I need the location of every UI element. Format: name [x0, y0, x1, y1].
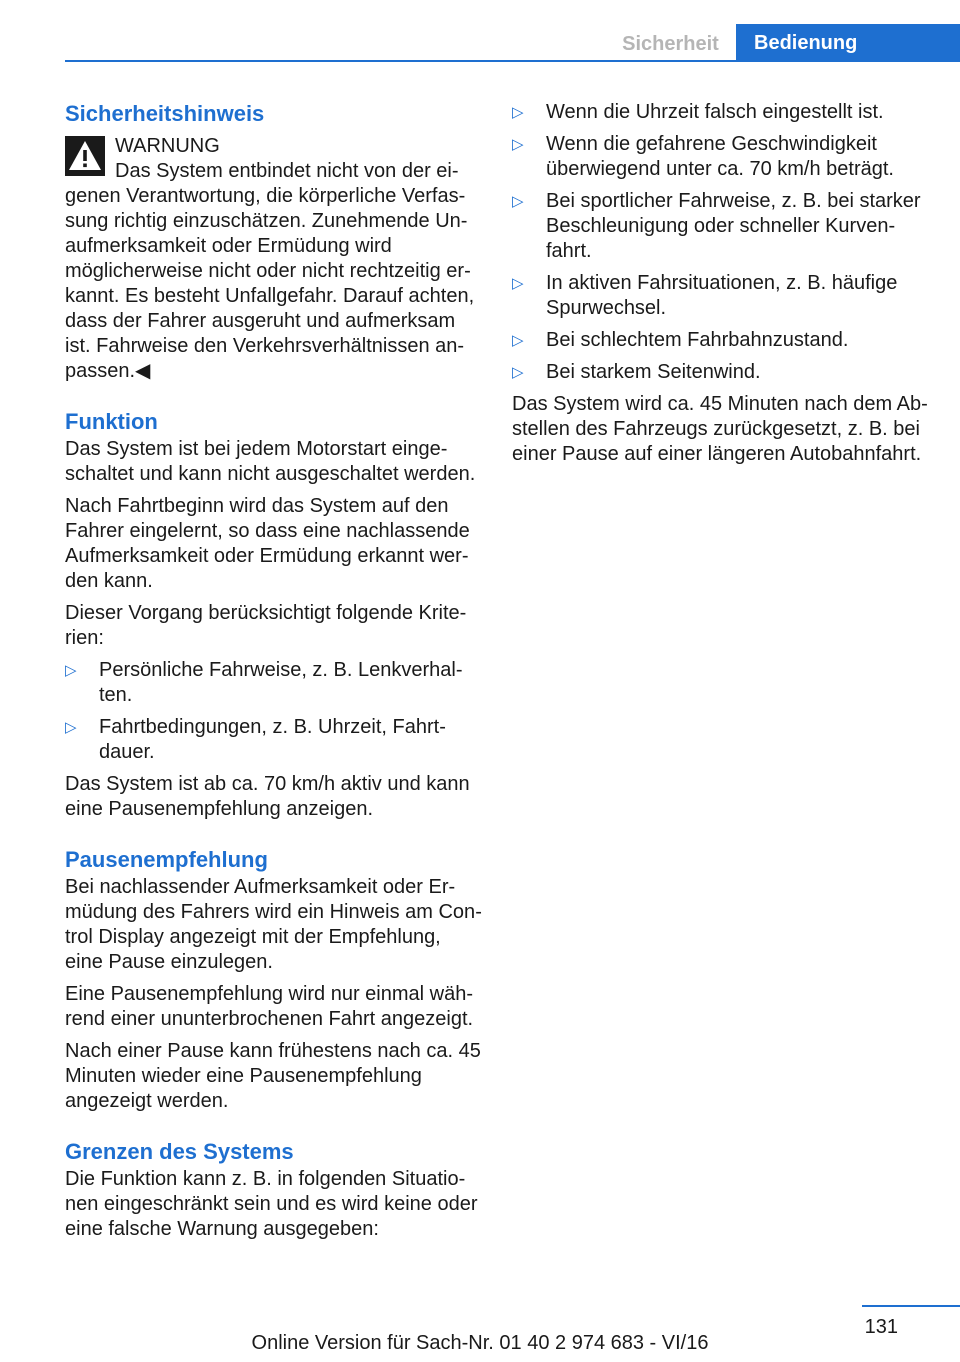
warning-label: WARNUNG: [115, 135, 220, 157]
list-item: ▷ Persönliche Fahrweise, z. B. Lenkverhalten.: [65, 659, 463, 706]
criteria-list: [65, 658, 483, 765]
footer-rule: [862, 1305, 960, 1307]
break-paragraph-1: Bei nachlassender Aufmerksamkeit oder Ermüdung des Fahrers wird ein Hinweis am Control Display angezeigt mit der Empfehlung, eine Pause einzulegen.: [65, 876, 482, 973]
right-column: [512, 100, 932, 474]
list-item: ▷ Fahrtbedingungen, z. B. Uhrzeit, Fahrtdauer.: [65, 716, 446, 763]
tab-bedienung[interactable]: Bedienung: [736, 24, 960, 62]
warning-text: Das System entbindet nicht von der eigenen Verantwortung, die körperliche Verfassung richtig einzuschätzen. Zunehmende Unaufmerksamkeit oder Ermüdung wird möglicherweise nicht oder nicht rechtzeitig erkannt. Es besteht Unfallgefahr. Darauf achten, dass der Fahrer ausgeruht und aufmerksam ist. Fahrweise den Verkehrsverhältnissen anpassen.◀: [65, 160, 475, 382]
online-version-footer: Online Version für Sach-Nr. 01 40 2 974 683 - VI/16: [251, 1332, 709, 1354]
triangle-bullet-icon: ▷: [512, 364, 524, 381]
left-column: [65, 100, 483, 1249]
triangle-bullet-icon: ▷: [65, 662, 77, 679]
break-heading: Pausenempfehlung: [65, 847, 268, 872]
triangle-bullet-icon: ▷: [512, 104, 524, 121]
limits-list: [512, 100, 932, 385]
warning-block: [65, 134, 483, 384]
function-section: [65, 408, 483, 822]
tab-sicherheit[interactable]: Sicherheit: [622, 32, 719, 55]
limits-paragraph-1: Die Funktion kann z. B. in folgenden Situationen eingeschränkt sein und es wird keine oder eine falsche Warnung ausgegeben:: [65, 1168, 478, 1240]
triangle-bullet-icon: ▷: [512, 193, 524, 210]
function-paragraph-1: Das System ist bei jedem Motorstart eingeschaltet und kann nicht ausgeschaltet werden.: [65, 438, 476, 485]
list-item: ▷ Wenn die gefahrene Geschwindigkeit überwiegend unter ca. 70 km/h beträgt.: [512, 133, 894, 180]
limits-heading: Grenzen des Systems: [65, 1139, 294, 1164]
warning-triangle-icon: [65, 136, 105, 176]
reset-paragraph: Das System wird ca. 45 Minuten nach dem Abstellen des Fahrzeugs zurückgesetzt, z. B. bei einer Pause auf einer längeren Autobahnfahrt.: [512, 393, 928, 465]
function-paragraph-2: Nach Fahrtbeginn wird das System auf den Fahrer eingelernt, so dass eine nachlassende Aufmerksamkeit oder Ermüdung erkannt werden kann.: [65, 495, 470, 592]
list-item: ▷ In aktiven Fahrsituationen, z. B. häufige Spurwechsel.: [512, 272, 898, 319]
list-item: ▷ Wenn die Uhrzeit falsch eingestellt ist.: [512, 101, 884, 123]
triangle-bullet-icon: ▷: [512, 332, 524, 349]
list-item: ▷ Bei schlechtem Fahrbahnzustand.: [512, 329, 849, 351]
triangle-bullet-icon: ▷: [512, 136, 524, 153]
function-paragraph-4: Das System ist ab ca. 70 km/h aktiv und kann eine Pausenempfehlung anzeigen.: [65, 773, 470, 820]
function-heading: Funktion: [65, 409, 158, 434]
list-item: ▷ Bei sportlicher Fahrweise, z. B. bei starker Beschleunigung oder schneller Kurvenfahrt.: [512, 190, 921, 262]
break-paragraph-2: Eine Pausenempfehlung wird nur einmal während einer ununterbrochenen Fahrt angezeigt.: [65, 983, 474, 1030]
list-item: ▷ Bei starkem Seitenwind.: [512, 361, 761, 383]
triangle-bullet-icon: ▷: [65, 719, 77, 736]
break-section: [65, 846, 483, 1114]
function-paragraph-3: Dieser Vorgang berücksichtigt folgende Kriterien:: [65, 602, 467, 649]
limits-section: [65, 1138, 483, 1242]
break-paragraph-3: Nach einer Pause kann frühestens nach ca. 45 Minuten wieder eine Pausenempfehlung angezeigt werden.: [65, 1040, 481, 1112]
page-number: 131: [864, 1316, 898, 1338]
safety-heading: Sicherheitshinweis: [65, 101, 265, 126]
triangle-bullet-icon: ▷: [512, 275, 524, 292]
